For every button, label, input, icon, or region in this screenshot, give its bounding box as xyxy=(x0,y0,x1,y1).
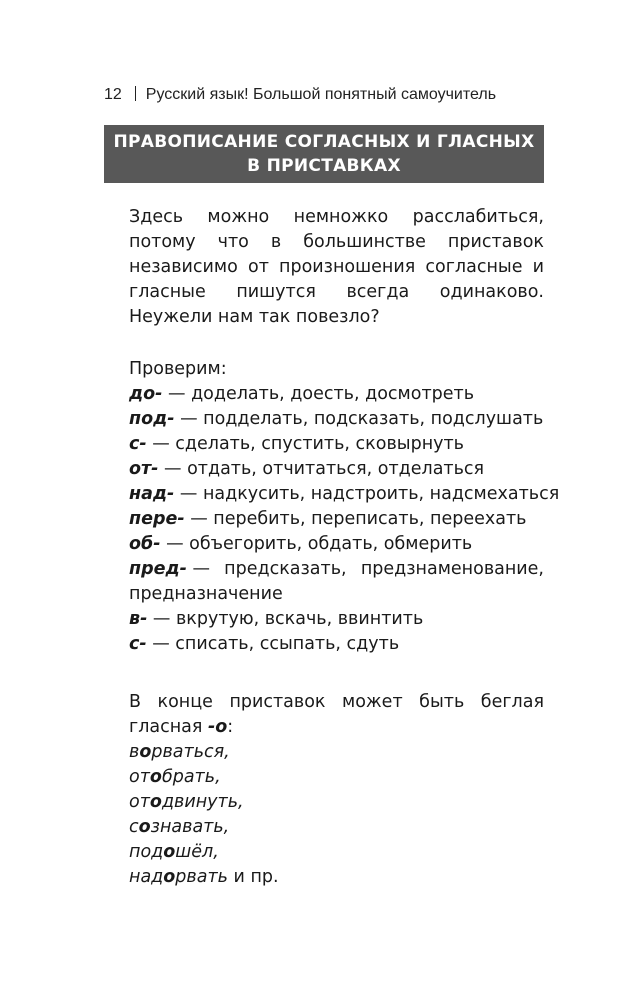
example-prefix: от- xyxy=(129,459,159,479)
examples-lead: Проверим: xyxy=(129,359,227,379)
example-row: об- — объегорить, обдать, обмерить xyxy=(129,534,473,554)
example-row: над- — надкусить, надстроить, надсмехаться xyxy=(129,484,560,504)
fugitive-ending: и пр. xyxy=(227,867,279,887)
example-words: вкрутую, вскачь, ввинтить xyxy=(175,609,424,629)
fugitive-text: В конце приставок может быть беглая гласная -о: xyxy=(129,692,544,737)
section-title-line-1: ПРАВОПИСАНИЕ СОГЛАСНЫХ И ГЛАСНЫХ xyxy=(113,132,535,152)
example-row: с- — сделать, спустить, сковырнуть xyxy=(129,434,464,454)
example-words: списать, ссыпать, сдуть xyxy=(175,634,400,654)
example-words: предзнаменование, xyxy=(360,559,544,579)
fugitive-word: сознавать, xyxy=(129,817,230,837)
example-prefix: с- xyxy=(129,434,147,454)
intro-paragraph xyxy=(129,205,544,330)
example-prefix: пред- xyxy=(129,559,187,579)
example-words: сделать, спустить, сковырнуть xyxy=(175,434,464,454)
example-words: доделать, доесть, досмотреть xyxy=(191,384,475,404)
example-row: под- — подделать, подсказать, подслушать xyxy=(129,409,544,429)
fugitive-word: подошёл, xyxy=(129,842,219,862)
section-title-banner xyxy=(104,125,544,183)
fugitive-vowel: -о xyxy=(208,717,228,737)
example-prefix: до- xyxy=(129,384,163,404)
example-words: отдать, отчитаться, отделаться xyxy=(187,459,485,479)
fugitive-word: отобрать, xyxy=(129,767,221,787)
fugitive-word: ворваться, xyxy=(129,742,230,762)
example-prefix: об- xyxy=(129,534,161,554)
example-prefix: в- xyxy=(129,609,148,629)
example-row: пред- — предсказать, предзнаменование, xyxy=(129,557,544,582)
fugitive-vowel-block xyxy=(129,690,544,890)
example-prefix: под- xyxy=(129,409,175,429)
example-row: от- — отдать, отчитаться, отделаться xyxy=(129,459,485,479)
section-title-line-2: В ПРИСТАВКАХ xyxy=(247,156,401,176)
example-prefix: с- xyxy=(129,634,147,654)
example-prefix: над- xyxy=(129,484,175,504)
running-header xyxy=(104,85,496,105)
example-words: объегорить, обдать, обмерить xyxy=(189,534,473,554)
example-words: предсказать, xyxy=(224,559,347,579)
example-row: пере- — перебить, переписать, переехать xyxy=(129,509,527,529)
book-title: Русский язык! Большой понятный самоучитель xyxy=(145,86,497,103)
example-row: с- — списать, ссыпать, сдуть xyxy=(129,634,400,654)
example-row-continuation: предназначение xyxy=(129,584,283,604)
page-number: 12 xyxy=(104,86,122,103)
example-row: до- — доделать, доесть, досмотреть xyxy=(129,384,475,404)
example-words: подделать, подсказать, подслушать xyxy=(203,409,544,429)
examples-block xyxy=(129,357,560,657)
fugitive-word-last: надорвать и пр. xyxy=(129,867,279,887)
example-words: надкусить, надстроить, надсмехаться xyxy=(202,484,560,504)
example-prefix: пере- xyxy=(129,509,185,529)
header-separator xyxy=(135,86,136,101)
fugitive-word: отодвинуть, xyxy=(129,792,244,812)
example-words: перебить, переписать, переехать xyxy=(213,509,527,529)
example-row: в- — вкрутую, вскачь, ввинтить xyxy=(129,609,424,629)
intro-text: Здесь можно немножко расслабиться, потому что в большинстве приставок независимо от произношения согласные и гласные пишутся всегда одинаково. Неужели нам так повезло? xyxy=(129,207,544,327)
